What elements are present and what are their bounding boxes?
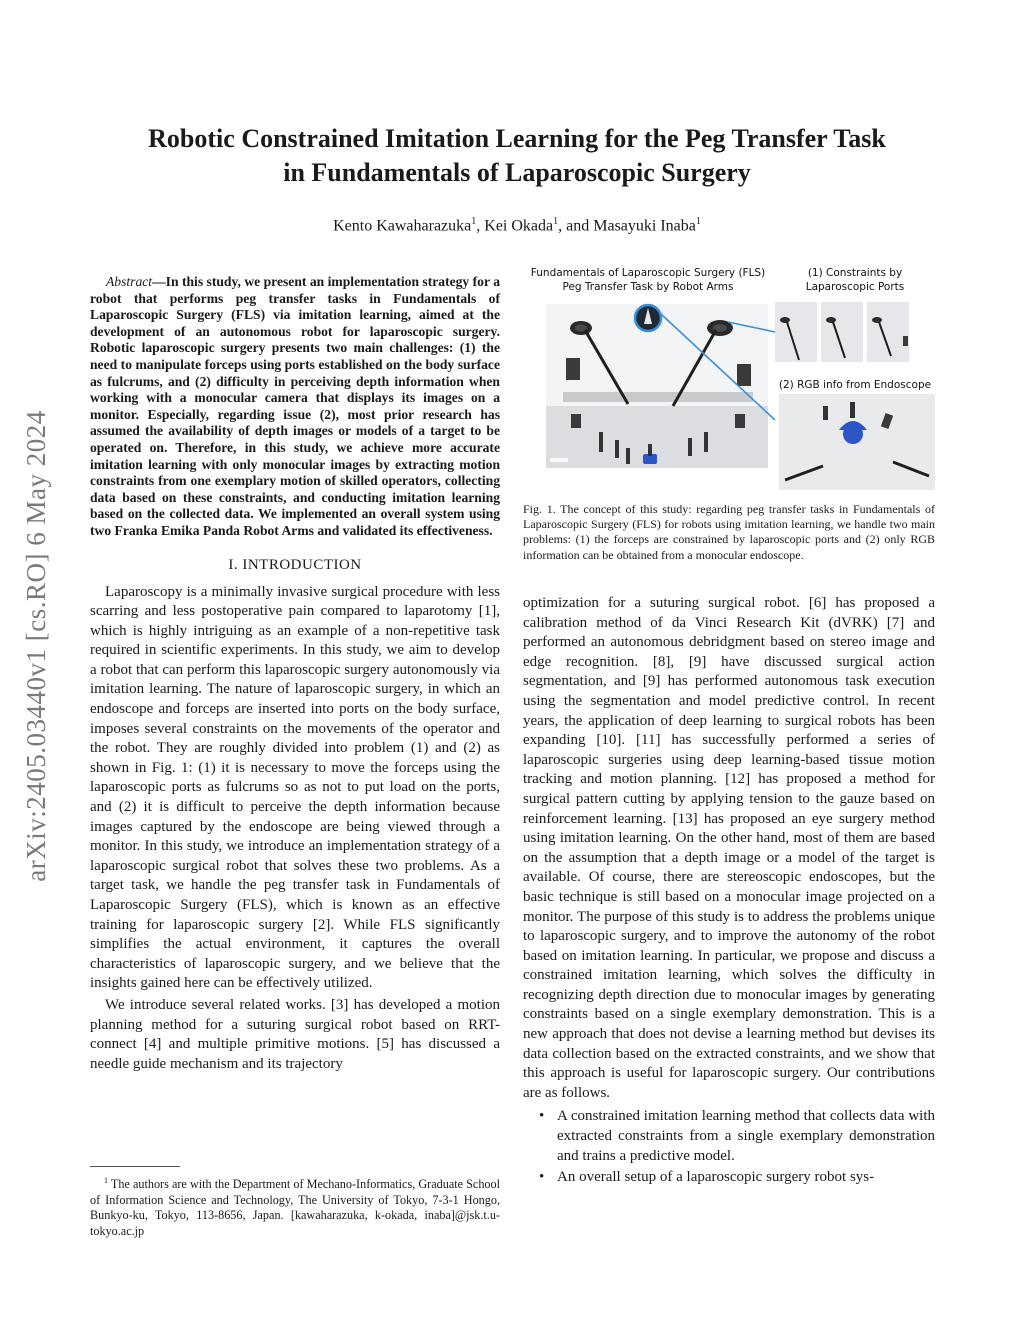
title-line-1: Robotic Constrained Imitation Learning for the Peg Transfer Task	[148, 124, 886, 153]
footnote-text: The authors are with the Department of Mechano-Informatics, Graduate School of Information Science and Technology, The University of Tokyo, 7-3-1 Hongo, Bunkyo-ku, Tokyo, 113-8656, Japan. [kawaharazuka, k-okada, inaba]@jsk.t.u-tokyo.ac.jp	[90, 1177, 501, 1238]
footnote-divider	[90, 1166, 180, 1167]
contribution-text: A constrained imitation learning method that collects data with extracted constraints from a single exemplary demonstration and trains a predictive model.	[557, 1108, 935, 1164]
footnote	[90, 1173, 500, 1239]
abstract	[90, 274, 500, 540]
bullet-glyph: •	[539, 1108, 545, 1125]
author-name: Masayuki Inaba	[593, 217, 696, 235]
right-column	[523, 594, 935, 1190]
abstract-lead: Abstract	[106, 274, 153, 289]
affiliation-mark: 1	[553, 216, 559, 227]
author-separator: ,	[476, 217, 485, 235]
intro-paragraph-2: We introduce several related works. [3] has developed a motion planning method for a suturing surgical robot based on RRT-connect [4] and multiple primitive motions. [5] has discussed a needle guide mechanism and its trajectory	[90, 996, 500, 1072]
affiliation-mark: 1	[695, 216, 701, 227]
constraint-photos	[775, 302, 909, 362]
footnote-mark: 1	[104, 1176, 108, 1185]
author-list	[90, 216, 944, 235]
author-name: Kei Okada	[484, 217, 554, 235]
figure-1	[523, 262, 935, 572]
bullet-glyph: •	[539, 1169, 545, 1186]
author-separator: , and	[558, 217, 594, 235]
figure-label-fls-line1: Fundamentals of Laparoscopic Surgery (FLS)	[530, 267, 766, 279]
figure-label-fls-line2: Peg Transfer Task by Robot Arms	[562, 281, 734, 293]
figure-label-constraints-line2: Laparoscopic Ports	[805, 281, 905, 293]
intro-paragraph-3: optimization for a suturing surgical robot. [6] has proposed a calibration method of da Vinci Research Kit (dVRK) [7] and performed an autonomous debridgment based on stereo image and edge recognition. [8], [9] have discussed surgical action segmentation, and [9] has performed autonomous task execution using the segmentation and model predictive control. In recent years, the application of deep learning to surgical robots has been expanding [10]. [11] has successfully performed a series of laparoscopic surgeries using deep learning-based tissue motion tracking and motion planning. [12] has proposed a method for surgical pattern cutting by applying tension to the gauze based on reinforcement learning. [13] has proposed an eye surgery method using imitation learning. On the other hand, most of them are based on the assumption that a depth image or a model of the target is available. Of course, there are stereoscopic endoscopes, but the basic technique is still based on a monocular image projected on a monitor. The purpose of this study is to address the problems unique to laparoscopic surgery, and to improve the autonomy of the robot based on imitation learning. In particular, we propose and discuss a constrained imitation learning, which solves the difficulty in recognizing depth direction due to monocular images by generating constraints based on a single exemplary demonstration. This is a new approach that does not devise a learning method but devises its data collection based on the extracted constraints, and we show that this approach is useful for laparoscopic surgery. Our contributions are as follows.	[523, 595, 935, 1101]
abstract-dash: —	[152, 274, 166, 289]
title-line-2: in Fundamentals of Laparoscopic Surgery	[283, 158, 751, 187]
figure-label-rgb: (2) RGB info from Endoscope	[778, 379, 932, 391]
left-column	[90, 274, 500, 1074]
endoscope-view	[779, 394, 935, 490]
section-heading-introduction: I. INTRODUCTION	[228, 556, 362, 573]
intro-paragraph-1: Laparoscopy is a minimally invasive surgical procedure with less scarring and less postoperative pain compared to laparotomy [1], which is highly intriguing as an example of a non-repetitive task required in scientific experiments. In this study, we aim to develop a robot that can perform this laparoscopic surgery autonomously via imitation learning. The nature of laparoscopic surgery, in which an endoscope and forceps are inserted into ports on the body surface, imposes several constraints on the movements of the operator and the robot. They are roughly divided into problem (1) and (2) as shown in Fig. 1: (1) it is necessary to move the forceps using the laparoscopic ports as fulcrums so as not to put load on the ports, and (2) it is difficult to perceive the depth information because images captured by the endoscope are being viewed through a monitor. In this study, we introduce an implementation strategy of a laparoscopic surgical robot that solves these two problems. As a target task, we handle the peg transfer task in Fundamentals of Laparoscopic Surgery (FLS), which is known as an effective training for laparoscopic surgery [2]. While FLS significantly simplifies the actual environment, it captures the overall characteristics of laparoscopic surgery, and we believe that the insights gained here can be effectively utilized.	[90, 583, 500, 992]
main-photo	[546, 304, 768, 468]
abstract-text: In this study, we present an implementation strategy for a robot that performs peg transfer tasks in Fundamentals of Laparoscopic Surgery (FLS) via imitation learning, aimed at the development of an autonomous robot for laparoscopic surgery. Robotic laparoscopic surgery presents two main challenges: (1) the need to manipulate forceps using ports established on the body surface as fulcrums, and (2) difficulty in perceiving depth information when working with a monocular camera that displays its images on a monitor. Especially, regarding issue (2), most prior research has assumed the availability of depth images or models of a target to be operated on. Therefore, in this study, we achieve more accurate imitation learning with only monocular images by extracting motion constraints from one exemplary motion of skilled operators, collecting data based on these constraints, and conducting imitation learning based on the collected data. We implemented an overall system using two Franka Emika Panda Robot Arms and validated its effectiveness.	[90, 274, 500, 538]
paper-title	[90, 122, 944, 190]
figure-label-constraints-line1: (1) Constraints by	[807, 267, 903, 279]
contribution-list	[523, 1107, 935, 1187]
list-item	[523, 1168, 935, 1188]
affiliation-mark: 1	[471, 216, 477, 227]
author-name: Kento Kawaharazuka	[333, 217, 472, 235]
arxiv-stamp: arXiv:2405.03440v1 [cs.RO] 6 May 2024	[21, 410, 51, 882]
figure-caption: Fig. 1. The concept of this study: regarding peg transfer tasks in Fundamentals of Laparoscopic Surgery (FLS) for robots using imitation learning, we handle two main problems: (1) the forceps are constrained by laparoscopic ports and (2) only RGB information can be obtained from a monocular endoscope.	[523, 502, 935, 562]
list-item	[523, 1107, 935, 1166]
figure-1-illustration	[523, 262, 935, 494]
contribution-text: An overall setup of a laparoscopic surgery robot sys-	[557, 1169, 875, 1186]
